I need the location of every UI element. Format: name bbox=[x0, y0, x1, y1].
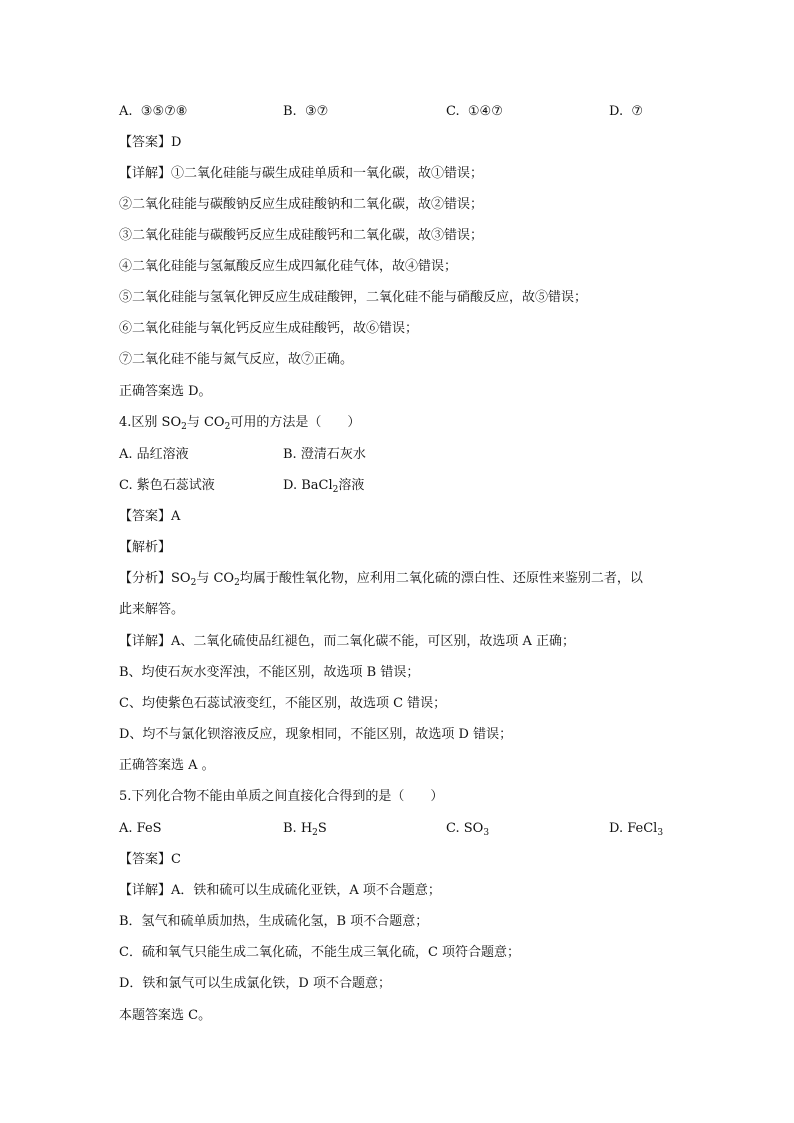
detail-tag: 【详解】 bbox=[119, 883, 172, 898]
q5-option-b bbox=[283, 820, 327, 838]
q3-detail-line: ②二氧化硅能与碳酸钠反应生成硅酸钠和二氧化碳，故②错误； bbox=[119, 197, 484, 212]
option-text: C. SO bbox=[446, 821, 484, 836]
q3-conclusion: 正确答案选 D。 bbox=[119, 384, 212, 399]
stem-text: 与 CO bbox=[186, 415, 225, 430]
q4-fenxi-line2: 此来解答。 bbox=[119, 602, 185, 617]
q4-analysis-tag: 【解析】 bbox=[119, 540, 172, 555]
q5-detail-line: C．硫和氧气只能生成二氧化硫，不能生成三氧化硫，C 项符合题意； bbox=[119, 945, 521, 960]
detail-tag: 【详解】 bbox=[119, 166, 172, 181]
subscript: 2 bbox=[224, 422, 231, 432]
q4-detail-line: C、均使紫色石蕊试液变红，不能区别，故选项 C 错误； bbox=[119, 696, 447, 711]
q3-option-b bbox=[283, 103, 328, 121]
fenxi-tag: 【分析】 bbox=[119, 571, 172, 586]
q4-stem bbox=[119, 414, 360, 432]
option-label: B. bbox=[283, 104, 297, 119]
q3-detail-line: ④二氧化硅能与氢氟酸反应生成四氟化硅气体，故④错误； bbox=[119, 259, 458, 274]
q3-option-c bbox=[446, 103, 503, 121]
option-text: ⑦ bbox=[631, 104, 644, 119]
option-text: B. H bbox=[283, 821, 313, 836]
q4-conclusion: 正确答案选 A 。 bbox=[119, 758, 215, 773]
subscript: 2 bbox=[181, 422, 187, 432]
subscript: 2 bbox=[234, 578, 240, 588]
q5-stem: 5.下列化合物不能由单质之间直接化合得到的是（ ） bbox=[119, 789, 444, 804]
q4-option-c: C. 紫色石蕊试液 bbox=[119, 478, 215, 493]
option-text: D. BaCl bbox=[283, 478, 333, 493]
q5-detail-line: B．氢气和硫单质加热，生成硫化氢，B 项不合题意； bbox=[119, 914, 429, 929]
q3-detail-line: ⑦二氧化硅不能与氮气反应，故⑦正确。 bbox=[119, 352, 354, 367]
q4-option-d bbox=[283, 477, 364, 495]
detail-tag: 【详解】 bbox=[119, 634, 172, 649]
q5-option-d bbox=[609, 820, 663, 838]
q3-detail-line: ③二氧化硅能与碳酸钙反应生成硅酸钙和二氧化碳，故③错误； bbox=[119, 228, 484, 243]
q5-conclusion: 本题答案选 C。 bbox=[119, 1008, 212, 1023]
option-text: 溶液 bbox=[338, 478, 365, 493]
subscript: 2 bbox=[312, 828, 318, 838]
q3-detail-line: ⑥二氧化硅能与氧化钙反应生成硅酸钙，故⑥错误； bbox=[119, 321, 419, 336]
option-text: D. FeCl bbox=[609, 821, 658, 836]
fenxi-text: 均属于酸性氧化物，应利用二氧化硫的漂白性、还原性来鉴别二者，以 bbox=[239, 571, 643, 586]
q5-option-a: A. FeS bbox=[119, 821, 162, 836]
stem-text: 可用的方法是（ ） bbox=[230, 415, 361, 430]
q4-detail-line bbox=[119, 633, 575, 651]
option-label: C. bbox=[446, 104, 460, 119]
fenxi-text: 与 CO bbox=[196, 571, 235, 586]
option-text: S bbox=[317, 821, 327, 836]
q4-fenxi-line bbox=[119, 570, 643, 588]
q4-answer: 【答案】A bbox=[119, 509, 181, 524]
q3-option-a bbox=[119, 103, 187, 121]
detail-text: A、二氧化硫使品红褪色，而二氧化碳不能，可区别，故选项 A 正确； bbox=[171, 634, 576, 649]
detail-text: A．铁和硫可以生成硫化亚铁，A 项不合题意； bbox=[171, 883, 441, 898]
option-label: A. bbox=[119, 104, 133, 119]
q5-detail-line bbox=[119, 882, 441, 900]
detail-text: ①二氧化硅能与碳生成硅单质和一氧化碳，故①错误； bbox=[171, 166, 484, 181]
q3-option-d bbox=[609, 103, 643, 121]
subscript: 3 bbox=[483, 828, 490, 838]
q5-answer: 【答案】C bbox=[119, 852, 181, 867]
q3-detail-line bbox=[119, 165, 483, 183]
stem-text: 4.区别 SO bbox=[119, 415, 182, 430]
q5-option-c bbox=[446, 820, 489, 838]
q5-detail-line: D．铁和氯气可以生成氯化铁，D 项不合题意； bbox=[119, 976, 391, 991]
option-text: ③⑤⑦⑧ bbox=[140, 104, 188, 119]
q4-option-a: A. 品红溶液 bbox=[119, 447, 189, 462]
subscript: 2 bbox=[332, 485, 339, 495]
option-label: D. bbox=[609, 104, 624, 119]
subscript: 3 bbox=[657, 828, 664, 838]
q4-option-b: B. 澄清石灰水 bbox=[283, 447, 366, 462]
subscript: 2 bbox=[190, 578, 197, 588]
q4-detail-line: B、均使石灰水变浑浊，不能区别，故选项 B 错误； bbox=[119, 665, 420, 680]
q4-detail-line: D、均不与氯化钡溶液反应，现象相同，不能区别，故选项 D 错误； bbox=[119, 727, 513, 742]
option-text: ③⑦ bbox=[304, 104, 329, 119]
option-text: ①④⑦ bbox=[467, 104, 503, 119]
q3-detail-line: ⑤二氧化硅能与氢氧化钾反应生成硅酸钾，二氧化硅不能与硝酸反应，故⑤错误； bbox=[119, 290, 588, 305]
fenxi-text: SO bbox=[171, 571, 191, 586]
q3-answer: 【答案】D bbox=[119, 135, 182, 150]
